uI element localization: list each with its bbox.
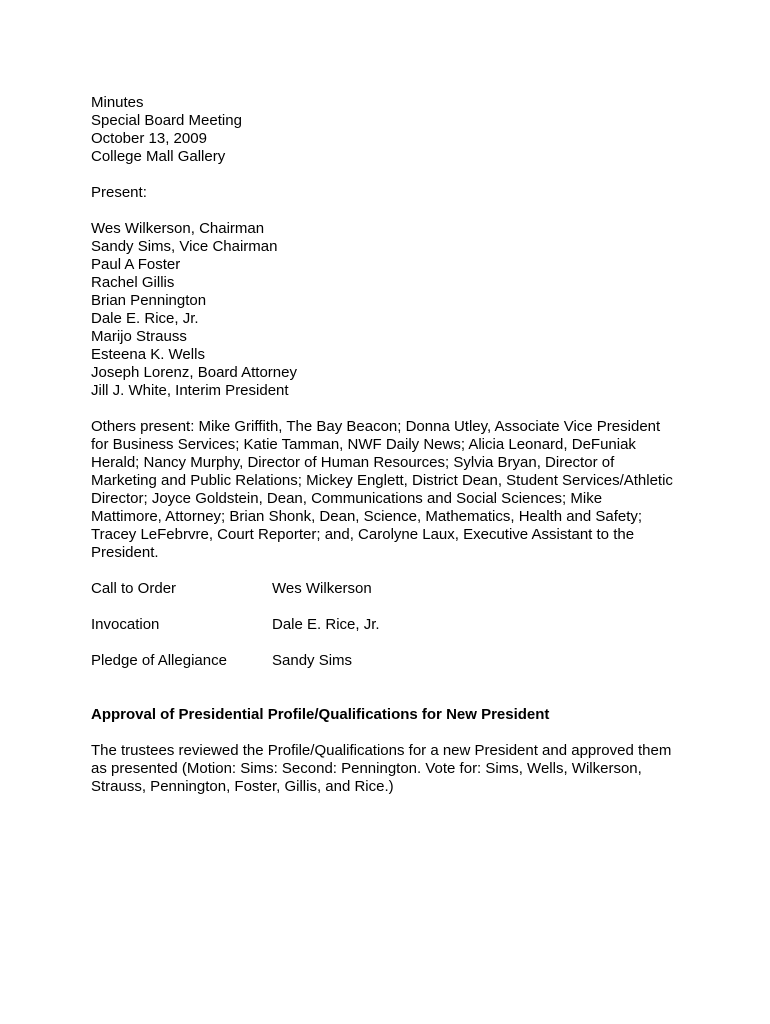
spacer	[91, 688, 691, 706]
agenda-value: Wes Wilkerson	[272, 580, 372, 597]
agenda-value: Sandy Sims	[272, 652, 353, 669]
section-body-line: Strauss, Pennington, Foster, Gillis, and Rice.)	[91, 778, 394, 795]
meeting-date: October 13, 2009	[91, 130, 207, 147]
attendee-item: Dale E. Rice, Jr.	[91, 310, 199, 327]
header-block	[91, 94, 691, 166]
spacer	[91, 598, 691, 616]
agenda-row-invocation	[91, 616, 691, 634]
present-label: Present:	[91, 184, 147, 201]
spacer	[91, 670, 691, 688]
attendee-list	[91, 220, 691, 400]
others-present-line: Director; Joyce Goldstein, Dean, Communications and Social Sciences; Mike	[91, 490, 603, 507]
section-body-line: The trustees reviewed the Profile/Qualifications for a new President and approved them	[91, 742, 672, 759]
section-body-line: as presented (Motion: Sims: Second: Pennington. Vote for: Sims, Wells, Wilkerson,	[91, 760, 642, 777]
attendee-item: Marijo Strauss	[91, 328, 187, 345]
others-present-line: Others present: Mike Griffith, The Bay Beacon; Donna Utley, Associate Vice President	[91, 418, 661, 435]
others-present-line: Tracey LeFebrvre, Court Reporter; and, Carolyne Laux, Executive Assistant to the	[91, 526, 635, 543]
meeting-type: Special Board Meeting	[91, 112, 242, 129]
agenda-label: Call to Order	[91, 580, 177, 597]
spacer	[91, 166, 691, 184]
section-body	[91, 742, 691, 796]
spacer	[91, 724, 691, 742]
agenda-value: Dale E. Rice, Jr.	[272, 616, 380, 633]
spacer	[91, 400, 691, 418]
attendee-item: Sandy Sims, Vice Chairman	[91, 238, 278, 255]
attendee-item: Rachel Gillis	[91, 274, 175, 291]
attendee-item: Jill J. White, Interim President	[91, 382, 289, 399]
attendee-item: Esteena K. Wells	[91, 346, 205, 363]
attendee-item: Wes Wilkerson, Chairman	[91, 220, 265, 237]
attendee-item: Brian Pennington	[91, 292, 207, 309]
spacer	[91, 562, 691, 580]
document-page	[91, 94, 691, 796]
agenda-row-call-to-order	[91, 580, 691, 598]
spacer	[91, 202, 691, 220]
others-present-line: Marketing and Public Relations; Mickey Englett, District Dean, Student Services/Athletic	[91, 472, 673, 489]
others-present-line: President.	[91, 544, 159, 561]
others-present-line: for Business Services; Katie Tamman, NWF Daily News; Alicia Leonard, DeFuniak	[91, 436, 636, 453]
agenda-label: Pledge of Allegiance	[91, 652, 227, 669]
meeting-location: College Mall Gallery	[91, 148, 226, 165]
section-heading: Approval of Presidential Profile/Qualifications for New President	[91, 706, 550, 723]
agenda-label: Invocation	[91, 616, 160, 633]
spacer	[91, 634, 691, 652]
others-present-paragraph	[91, 418, 691, 562]
document-title: Minutes	[91, 94, 144, 111]
agenda-row-pledge	[91, 652, 691, 670]
attendee-item: Paul A Foster	[91, 256, 181, 273]
attendee-item: Joseph Lorenz, Board Attorney	[91, 364, 297, 381]
others-present-line: Herald; Nancy Murphy, Director of Human Resources; Sylvia Bryan, Director of	[91, 454, 615, 471]
others-present-line: Mattimore, Attorney; Brian Shonk, Dean, Science, Mathematics, Health and Safety;	[91, 508, 643, 525]
